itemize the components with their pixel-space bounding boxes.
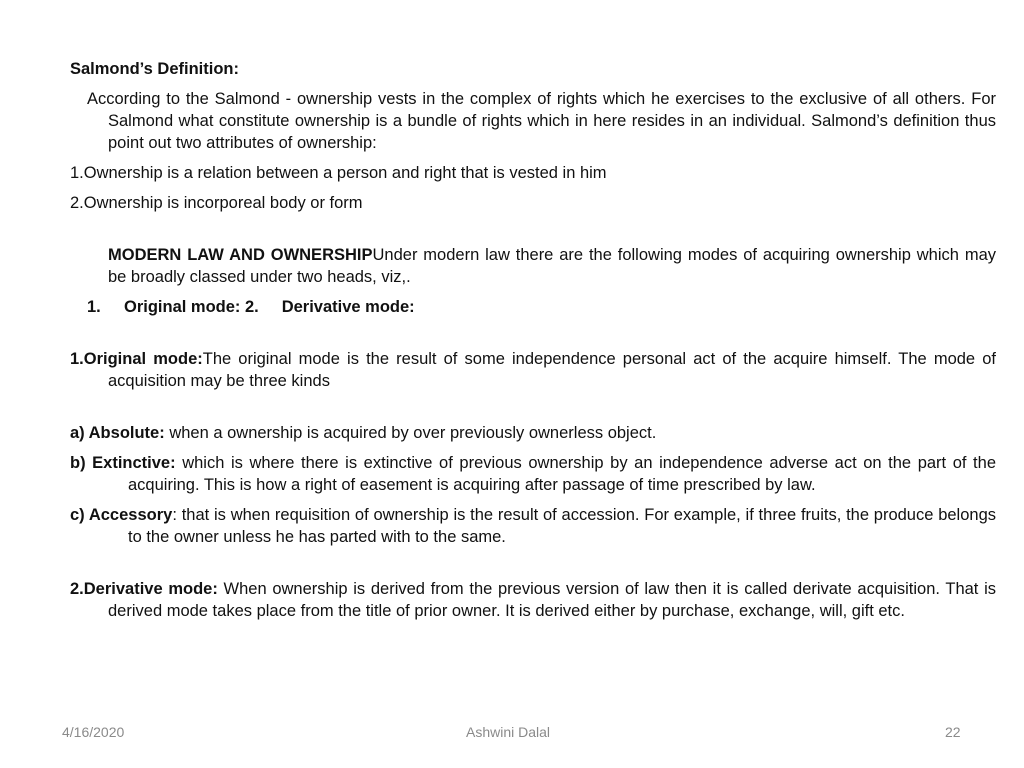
spacer [70, 400, 996, 422]
kind-absolute [70, 422, 996, 444]
footer-page-number: 22 [945, 724, 961, 740]
kind-text: : that is when requisition of ownership is the result of accession. For example, if three fruits, the produce belongs to the owner unless he has parted with to the same. [128, 506, 996, 546]
kind-label: a) Absolute: [70, 424, 165, 442]
kind-text: which is where there is extinctive of previous ownership by an independence adverse act on the part of the acquiring. This is how a right of easement is acquiring after passage of time prescribed by law. [128, 454, 996, 494]
attribute-1: 1.Ownership is a relation between a person and right that is vested in him [70, 164, 607, 182]
modes-number: 1. [87, 298, 101, 316]
attribute-2: 2.Ownership is incorporeal body or form [70, 194, 363, 212]
footer-date: 4/16/2020 [62, 724, 125, 740]
derivative-mode-label: 2.Derivative mode: [70, 580, 218, 598]
original-mode-paragraph [70, 348, 996, 392]
spacer [70, 222, 996, 244]
original-mode-text: The original mode is the result of some independence personal act of the acquire himself. The mode of acquisition may be three kinds [108, 350, 996, 390]
modes-text: Original mode: 2. Derivative mode: [124, 298, 415, 316]
kind-accessory [70, 504, 996, 548]
footer-author: Ashwini Dalal [466, 724, 551, 740]
derivative-mode-paragraph [70, 578, 996, 622]
spacer [70, 556, 996, 578]
slide-heading: Salmond’s Definition: [70, 60, 239, 78]
spacer [70, 326, 996, 348]
modern-law-text: Under modern law there are the following modes of acquiring ownership which may be broadly classed under two heads, viz,. [108, 246, 996, 286]
modern-law-paragraph [70, 244, 996, 288]
modern-law-label: MODERN LAW AND OWNERSHIP [108, 246, 373, 264]
slide-content [70, 58, 996, 630]
modes-list [70, 296, 996, 318]
kind-text: when a ownership is acquired by over previously ownerless object. [164, 424, 657, 442]
kind-label: c) Accessory [70, 506, 173, 524]
kind-extinctive [70, 452, 996, 496]
kind-label: b) Extinctive: [70, 454, 176, 472]
intro-paragraph: According to the Salmond - ownership vests in the complex of rights which he exercises to the exclusive of all others. For Salmond what constitute ownership is a bundle of rights which in here resides in an individual. Salmond’s definition thus point out two attributes of ownership: [87, 90, 996, 152]
original-mode-label: 1.Original mode: [70, 350, 203, 368]
derivative-mode-text: When ownership is derived from the previous version of law then it is called derivate acquisition. That is derived mode takes place from the title of prior owner. It is derived either by purchase, exchange, will, gift etc. [108, 580, 996, 620]
